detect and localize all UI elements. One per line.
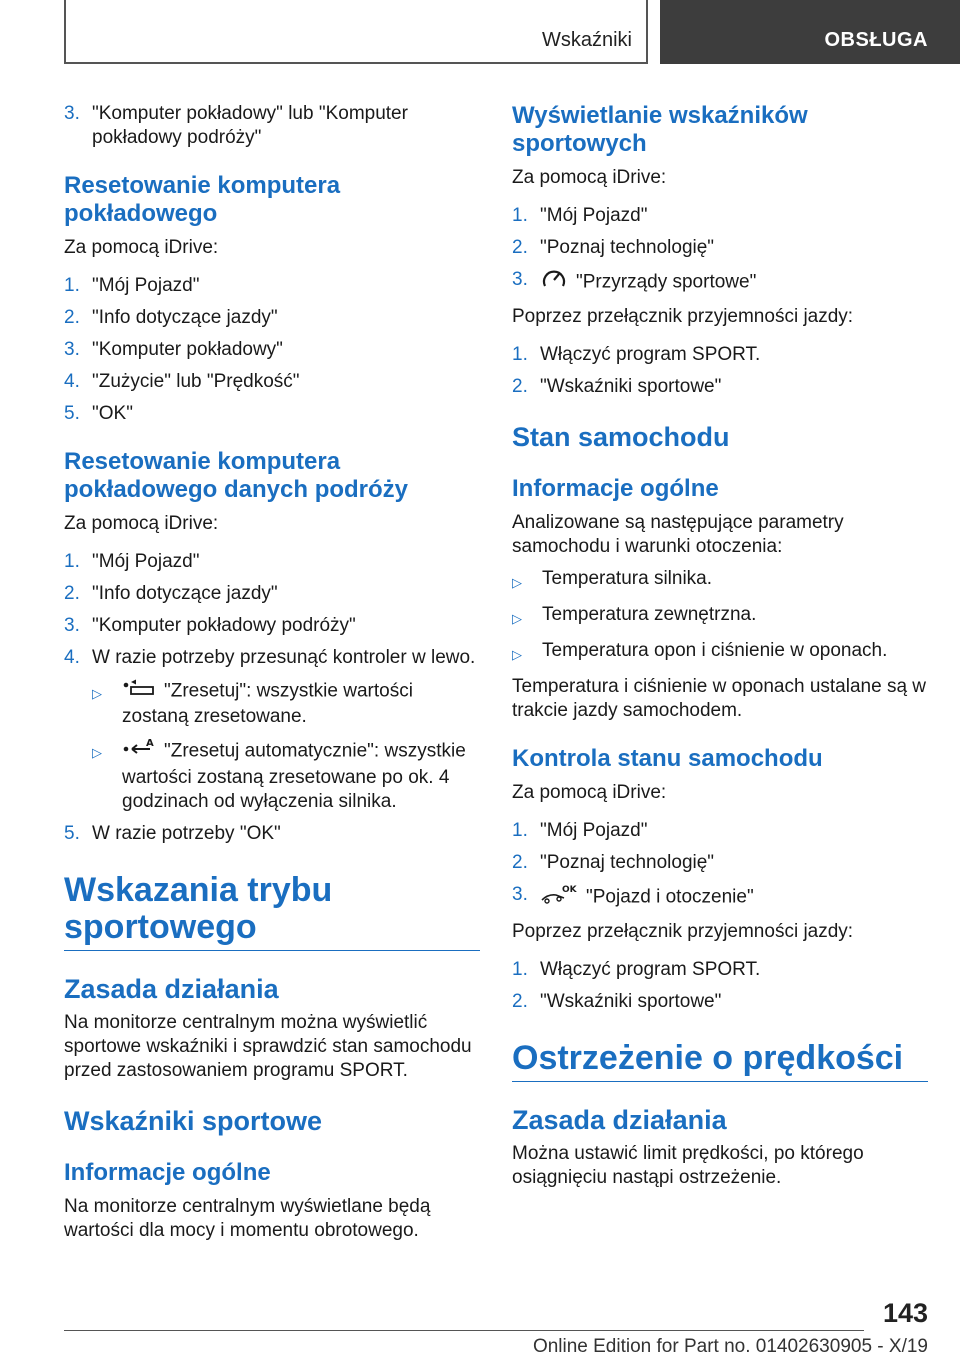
vehicle-status-note: Temperatura i ciśnienie w oponach ustalane są w trakcie jazdy samochodem. bbox=[512, 676, 927, 721]
svg-text:OK: OK bbox=[562, 885, 577, 895]
list-text: "Komputer pokładowy" bbox=[92, 339, 283, 360]
bullet-item bbox=[512, 639, 928, 667]
speed-principle-text: Można ustawić limit prędkości, po którego osiągnięciu nastąpi ostrzeżenie. bbox=[512, 1143, 864, 1188]
triangle-bullet-icon: ▷ bbox=[92, 745, 102, 760]
list-number: 2. bbox=[64, 583, 80, 604]
bullet-item bbox=[512, 567, 928, 595]
list-text: "OK" bbox=[92, 403, 133, 424]
heading-general-info: Informacje ogólne bbox=[64, 1159, 271, 1186]
bullet-text: "Zresetuj automatycznie": wszystkie wartości zostaną zresetowane po ok. 4 godzinach od wyłączenia silnika. bbox=[122, 740, 466, 812]
bullet-item bbox=[92, 678, 480, 729]
bullet-text: Temperatura zewnętrzna. bbox=[542, 604, 757, 625]
list-number: 5. bbox=[64, 403, 80, 424]
gauge-icon bbox=[540, 268, 568, 297]
list-text: "Komputer pokładowy" lub "Komputer pokładowy podróży" bbox=[92, 103, 408, 148]
bullet-text: Temperatura silnika. bbox=[542, 568, 713, 589]
list-item bbox=[64, 338, 480, 362]
heading-vehicle-status: Stan samochodu bbox=[512, 422, 730, 452]
header-chapter-tab bbox=[660, 0, 960, 64]
heading-principle: Zasada działania bbox=[64, 974, 279, 1004]
heading-display-sport-gauges: Wyświetlanie wskaźników sportowych bbox=[512, 102, 808, 157]
list-item bbox=[64, 402, 480, 426]
list-number: 3. bbox=[64, 103, 80, 124]
list-item bbox=[512, 204, 928, 228]
triangle-bullet-icon: ▷ bbox=[92, 686, 102, 701]
header-section-box bbox=[64, 0, 648, 64]
triangle-bullet-icon: ▷ bbox=[512, 575, 522, 590]
list-number: 2. bbox=[512, 991, 528, 1012]
heading-principle: Zasada działania bbox=[512, 1105, 727, 1135]
list-number: 3. bbox=[64, 339, 80, 360]
list-number: 5. bbox=[64, 823, 80, 844]
intro-text: Za pomocą iDrive: bbox=[64, 513, 219, 534]
right-column bbox=[512, 102, 928, 1204]
list-number: 2. bbox=[512, 852, 528, 873]
list-number: 4. bbox=[64, 647, 80, 668]
vehicle-status-intro: Analizowane są następujące parametry samochodu i warunki otoczenia: bbox=[512, 512, 844, 557]
header-chapter-title: OBSŁUGA bbox=[824, 29, 928, 51]
list-number: 1. bbox=[512, 959, 528, 980]
list-item bbox=[512, 819, 928, 843]
sport-gauges-text: Na monitorze centralnym wyświetlane będą wartości dla mocy i momentu obrotowego. bbox=[64, 1196, 431, 1241]
list-number: 4. bbox=[64, 371, 80, 392]
list-number: 3. bbox=[64, 615, 80, 636]
list-item bbox=[512, 236, 928, 260]
heading-sport-gauges: Wskaźniki sportowe bbox=[64, 1106, 323, 1136]
list-number: 1. bbox=[512, 205, 528, 226]
heading-reset-trip: Resetowanie komputera pokładowego danych podróży bbox=[64, 448, 409, 503]
list-item bbox=[512, 343, 928, 367]
bullet-text: "Zresetuj": wszystkie wartości zostaną zresetowane. bbox=[122, 680, 413, 727]
intro-text: Za pomocą iDrive: bbox=[512, 782, 667, 803]
list-item bbox=[64, 582, 480, 606]
auto-reset-icon bbox=[122, 737, 156, 766]
list-item bbox=[64, 822, 480, 846]
footer-divider bbox=[64, 1330, 864, 1331]
list-text: "Mój Pojazd" bbox=[540, 820, 648, 841]
list-text: "Info dotyczące jazdy" bbox=[92, 307, 278, 328]
list-item bbox=[64, 614, 480, 638]
car-ok-icon bbox=[540, 883, 578, 912]
list-number: 2. bbox=[64, 307, 80, 328]
bullet-text: Temperatura opon i ciśnienie w oponach. bbox=[542, 640, 888, 661]
list-text: "Wskaźniki sportowe" bbox=[540, 991, 722, 1012]
list-item bbox=[512, 851, 928, 875]
list-text: "Poznaj technologię" bbox=[540, 852, 715, 873]
list-item bbox=[64, 646, 480, 670]
list-item bbox=[64, 550, 480, 574]
heading-sport-indicators-chapter: Wskazania trybu sportowego bbox=[64, 872, 480, 951]
list-number: 3. bbox=[512, 884, 528, 905]
principle-text: Na monitorze centralnym można wyświetlić sportowe wskaźniki i sprawdzić stan samochodu przed zastosowaniem programu SPORT. bbox=[64, 1012, 472, 1081]
list-number: 1. bbox=[512, 344, 528, 365]
reset-icon bbox=[122, 678, 156, 705]
list-number: 1. bbox=[64, 275, 80, 296]
list-item bbox=[64, 370, 480, 394]
list-number: 2. bbox=[512, 237, 528, 258]
list-text: Włączyć program SPORT. bbox=[540, 959, 761, 980]
heading-general-info: Informacje ogólne bbox=[512, 475, 719, 502]
list-item bbox=[64, 102, 480, 150]
list-text: "Poznaj technologię" bbox=[540, 237, 715, 258]
list-text: "Mój Pojazd" bbox=[92, 275, 200, 296]
list-text: "Info dotyczące jazdy" bbox=[92, 583, 278, 604]
list-text: "Pojazd i otoczenie" bbox=[586, 886, 754, 908]
list-number: 3. bbox=[512, 269, 528, 290]
list-text: "Mój Pojazd" bbox=[92, 551, 200, 572]
triangle-bullet-icon: ▷ bbox=[512, 647, 522, 662]
list-text: "Mój Pojazd" bbox=[540, 205, 648, 226]
bullet-item bbox=[512, 603, 928, 631]
list-item bbox=[64, 306, 480, 330]
intro-text: Za pomocą iDrive: bbox=[64, 237, 219, 258]
list-text: "Komputer pokładowy podróży" bbox=[92, 615, 356, 636]
list-item bbox=[512, 268, 928, 297]
header-section-title: Wskaźniki bbox=[541, 29, 632, 51]
list-item bbox=[64, 274, 480, 298]
list-text: Włączyć program SPORT. bbox=[540, 344, 761, 365]
list-item bbox=[512, 958, 928, 982]
heading-vehicle-check: Kontrola stanu samochodu bbox=[512, 745, 823, 772]
list-text: "Wskaźniki sportowe" bbox=[540, 376, 722, 397]
list-item bbox=[512, 375, 928, 399]
list-number: 1. bbox=[512, 820, 528, 841]
list-text: "Zużycie" lub "Prędkość" bbox=[92, 371, 300, 392]
footer-edition: Online Edition for Part no. 01402630905 - X/19 bbox=[532, 1336, 928, 1357]
list-text: W razie potrzeby "OK" bbox=[92, 823, 281, 844]
triangle-bullet-icon: ▷ bbox=[512, 611, 522, 626]
heading-speed-warning-chapter: Ostrzeżenie o prędkości bbox=[512, 1040, 928, 1082]
switch-text: Poprzez przełącznik przyjemności jazdy: bbox=[512, 306, 854, 327]
heading-reset-computer: Resetowanie komputera pokładowego bbox=[64, 172, 341, 227]
list-text: W razie potrzeby przesunąć kontroler w lewo. bbox=[92, 647, 476, 668]
bullet-item bbox=[92, 737, 480, 814]
list-text: "Przyrządy sportowe" bbox=[576, 271, 757, 293]
page-number: 143 bbox=[882, 1298, 928, 1328]
list-number: 2. bbox=[512, 376, 528, 397]
list-item bbox=[512, 990, 928, 1014]
list-item bbox=[512, 883, 928, 912]
intro-text: Za pomocą iDrive: bbox=[512, 167, 667, 188]
switch-text: Poprzez przełącznik przyjemności jazdy: bbox=[512, 921, 854, 942]
list-number: 1. bbox=[64, 551, 80, 572]
left-column bbox=[64, 102, 480, 1257]
svg-text:A: A bbox=[146, 738, 154, 749]
